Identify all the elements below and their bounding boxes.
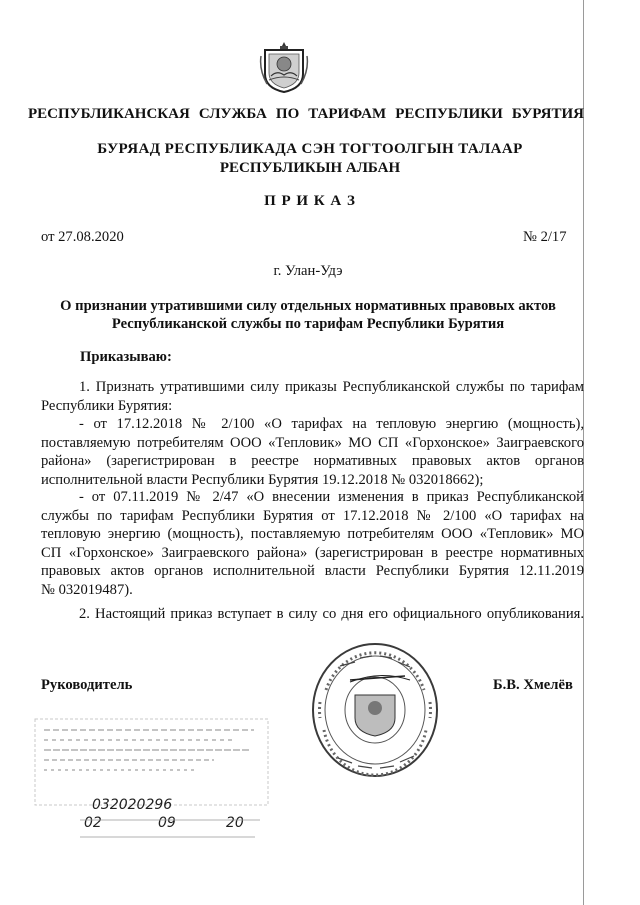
official-seal-icon [310, 640, 440, 780]
coat-of-arms-icon [259, 40, 309, 94]
signature-underline-icon [80, 812, 270, 842]
registration-number: 032020296 [92, 797, 173, 813]
list-item-line: поставляемую потребителям ООО «Тепловик» МО СП «Горхонское» Заиграевского [41, 434, 584, 451]
doc-type-heading: П Р И К А З [264, 193, 356, 209]
registration-date-month: 09 [158, 815, 176, 831]
order-word: Приказываю: [80, 349, 172, 365]
doc-title-line2: Республиканской службы по тарифам Республики Бурятия [111, 316, 505, 332]
list-item-line: № 032019487). [41, 581, 133, 598]
list-item-line: тепловую энергию (мощность), поставляемую потребителям ООО «Тепловик» МО [41, 526, 584, 543]
doc-title-line1: О признании утратившими силу отдельных нормативных правовых актов [60, 298, 556, 314]
org-name-bur-line2: РЕСПУБЛИКЫН АЛБАН [219, 160, 401, 176]
paragraph-2-line: 2. Настоящий приказ вступает в силу со дня его официального опубликования. [79, 606, 584, 622]
org-name-ru: РЕСПУБЛИКАНСКАЯ СЛУЖБА ПО ТАРИФАМ РЕСПУБЛИКИ БУРЯТИЯ [28, 106, 584, 122]
list-item-line: СП «Горхонское» Заиграевского района» (зарегистрирован в реестре нормативных [41, 544, 584, 561]
doc-number: № 2/17 [523, 229, 567, 245]
org-name-bur-line1: БУРЯАД РЕСПУБЛИКАДА СЭН ТОГТООЛГЫН ТАЛААР [97, 141, 523, 157]
signer-name: Б.В. Хмелёв [493, 677, 573, 693]
paragraph-1-line: Республики Бурятия: [41, 397, 173, 414]
doc-date: от 27.08.2020 [41, 229, 124, 245]
registration-date-day: 02 [84, 815, 102, 831]
paragraph-1 [41, 378, 584, 415]
list-item-1 [41, 415, 584, 489]
list-item-2 [41, 488, 584, 600]
paragraph-1-line: 1. Признать утратившими силу приказы Республиканской службы по тарифам [79, 379, 584, 395]
doc-city: г. Улан-Удэ [273, 263, 343, 279]
paragraph-2 [41, 605, 584, 624]
list-item-line: правовых актов органов исполнительной власти Республики Бурятия 12.11.2019 [41, 563, 584, 580]
list-item-line: службы по тарифам Республики Бурятия от 17.12.2018 № 2/100 «О тарифах на [41, 507, 584, 524]
list-item-line: - от 17.12.2018 № 2/100 «О тарифах на тепловую энергию (мощность), [79, 416, 584, 432]
list-item-line: района» (зарегистрирован в реестре нормативных правовых актов органов [41, 453, 584, 470]
list-item-line: - от 07.11.2019 № 2/47 «О внесении изменения в приказ Республиканской [79, 489, 584, 505]
registration-stamp-icon [34, 718, 269, 808]
registration-date-year: 20 [226, 815, 244, 831]
list-item-line: исполнительной власти Республики Бурятия 19.12.2018 № 032018662); [41, 471, 484, 488]
signer-role: Руководитель [41, 677, 133, 693]
